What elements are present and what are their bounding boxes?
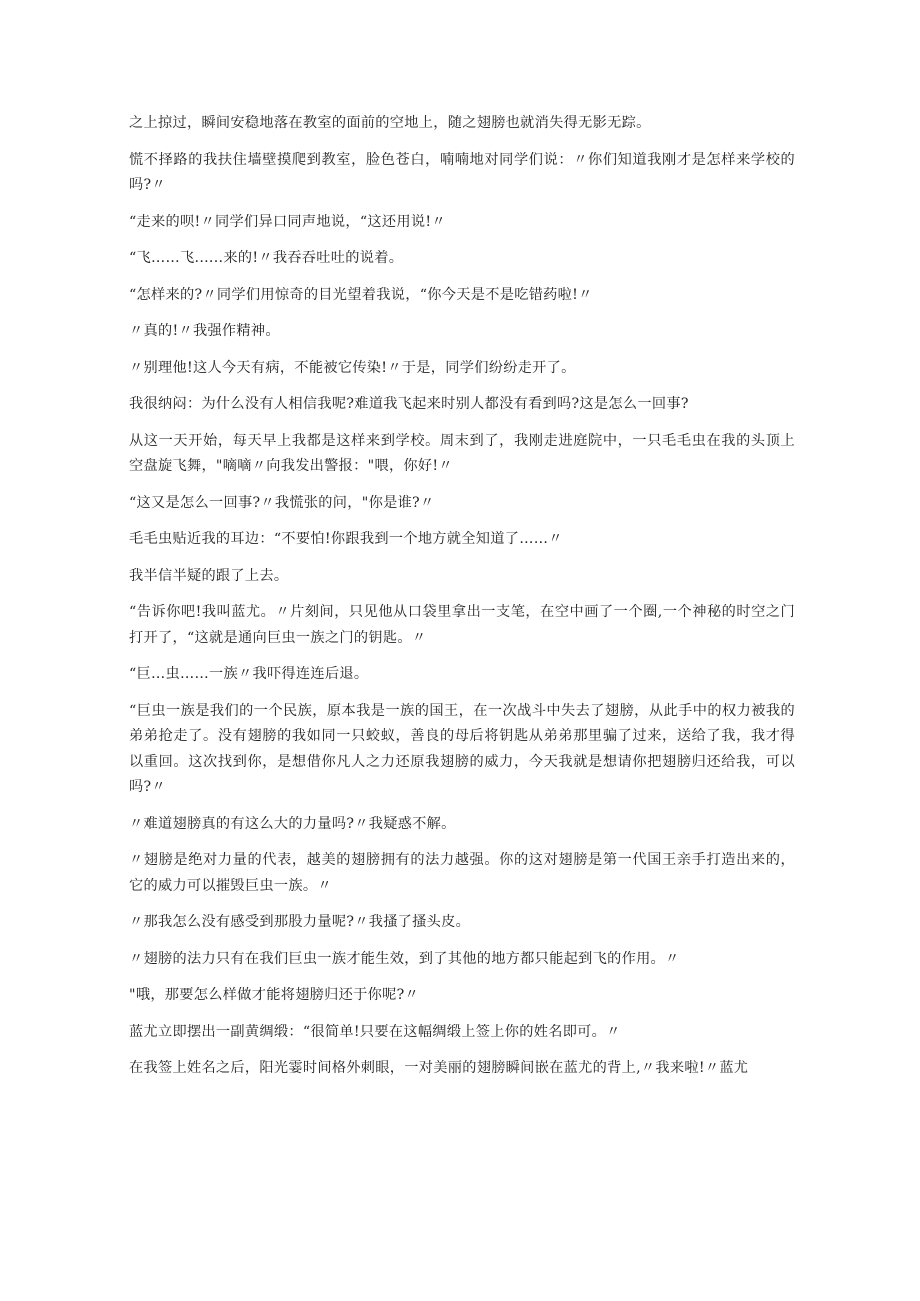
paragraph-5: “怎样来的?〃同学们用惊奇的目光望着我说，“你今天是不是吃错药啦!〃 — [129, 286, 593, 303]
paragraph-18: 〃那我怎么没有感受到那股力量呢?〃我搔了搔头皮。 — [129, 914, 471, 930]
paragraph-17: 〃翅膀是绝对力量的代表，越美的翅膀拥有的法力越强。你的这对翅膀是第一代国王亲手打造出来的，它的威力可以摧毁巨虫一族。〃 — [129, 852, 795, 894]
paragraph-22: 在我签上姓名之后，阳光霎时间格外刺眼，一对美丽的翅膀瞬间嵌在蓝尤的背上,〃我来啦!〃蓝尤 — [129, 1060, 749, 1076]
paragraph-13: “告诉你吧!我叫蓝尤。〃片刻间，只见他从口袋里拿出一支笔，在空中画了一个圈,一个神秘的时空之门打开了，“这就是通向巨虫一族之门的钥匙。〃 — [129, 604, 795, 646]
paragraph-3: “走来的呗!〃同学们异口同声地说，“这还用说!〃 — [129, 213, 446, 230]
paragraph-9: 从这一天开始，每天早上我都是这样来到学校。周末到了，我刚走进庭院中，一只毛毛虫在我的头顶上空盘旋飞舞，"嘀嘀〃向我发出警报："喂，你好!〃 — [129, 432, 795, 474]
paragraph-7: 〃别理他!这人今天有病，不能被它传染!〃于是，同学们纷纷走开了。 — [129, 359, 576, 376]
paragraph-6: 〃真的!〃我强作精神。 — [129, 323, 280, 339]
paragraph-21: 蓝尤立即摆出一副黄绸缎：“很简单!只要在这幅绸缎上签上你的姓名即可。〃 — [129, 1023, 621, 1040]
paragraph-15: “巨虫一族是我们的一个民族，原本我是一族的国王，在一次战斗中失去了翅膀，从此手中的权力被我的弟弟抢走了。没有翅膀的我如同一只蛟蚁，善良的母后将钥匙从弟弟那里骗了过来，送给了我，我才得以重回。这次找到你，是想借你凡人之力还原我翅膀的威力，今天我就是想请你把翅膀归还给我，可以吗?〃 — [129, 702, 795, 795]
paragraph-16: 〃难道翅膀真的有这么大的力量吗?〃我疑惑不解。 — [129, 815, 456, 832]
paragraph-1: 之上掠过，瞬间安稳地落在教室的面前的空地上，随之翅膀也就消失得无影无踪。 — [129, 115, 651, 131]
paragraph-19: 〃翅膀的法力只有在我们巨虫一族才能生效，到了其他的地方都只能起到飞的作用。〃 — [129, 950, 680, 967]
paragraph-11: 毛毛虫贴近我的耳边：“不要怕!你跟我到一个地方就全知道了……〃 — [129, 531, 563, 547]
paragraph-2: 慌不择路的我扶住墙壁摸爬到教室，脸色苍白，喃喃地对同学们说：〃你们知道我刚才是怎样来学校的吗?〃 — [129, 151, 795, 193]
paragraph-20: "哦，那要怎么样做才能将翅膀归还于你呢?〃 — [129, 987, 419, 1003]
document-body — [129, 111, 795, 1093]
paragraph-8: 我很纳闷：为什么没有人相信我呢?难道我飞起来时别人都没有看到吗?这是怎么一回事? — [129, 396, 689, 412]
paragraph-10: “这又是怎么一回事?〃我慌张的问，"你是谁?〃 — [129, 494, 435, 511]
paragraph-4: “飞……飞......来的!〃我吞吞吐吐的说着。 — [129, 250, 404, 266]
paragraph-12: 我半信半疑的跟了上去。 — [129, 567, 289, 584]
paragraph-14: “巨…虫……一族〃我吓得连连后退。 — [129, 666, 369, 682]
